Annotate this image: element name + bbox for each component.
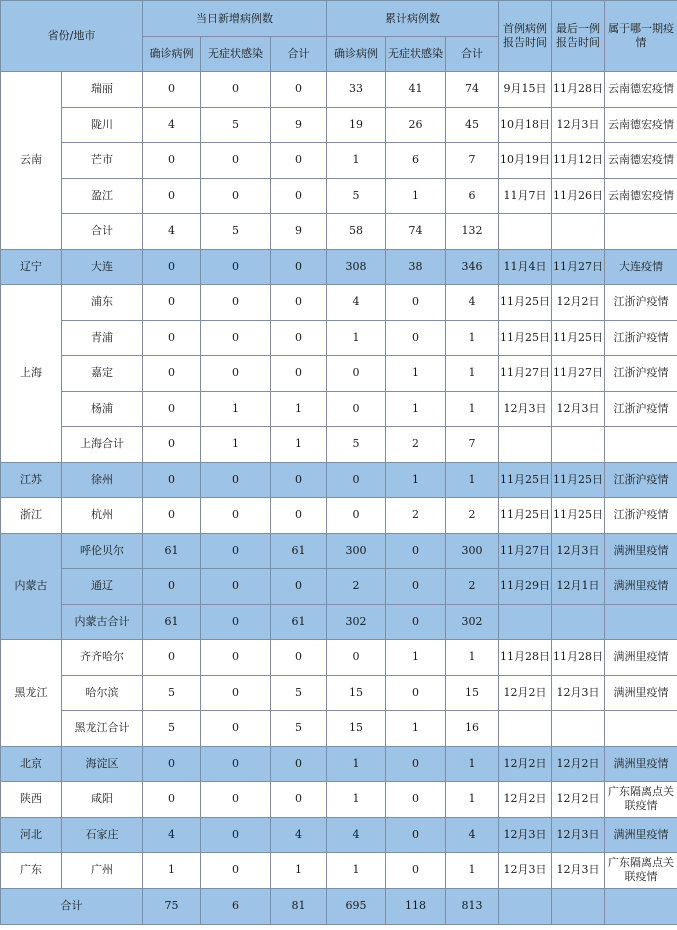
daily-asymptomatic-cell: 0 [201,675,271,711]
total-last-report-empty [552,888,605,924]
daily-asymptomatic-cell: 0 [201,462,271,498]
first-report-cell: 11月25日 [499,285,552,321]
daily-asymptomatic-cell: 5 [201,107,271,143]
daily-confirmed-cell: 5 [143,711,201,747]
table-row [1,178,677,214]
daily-asymptomatic-cell: 0 [201,285,271,321]
daily-confirmed-cell: 0 [143,427,201,463]
daily-total-cell: 1 [271,853,327,889]
outbreak-cell: 云南德宏疫情 [605,143,677,179]
cumulative-total-cell: 2 [446,498,499,534]
city-cell: 合计 [62,214,143,250]
first-report-cell [499,711,552,747]
cumulative-total-cell: 346 [446,249,499,285]
header-outbreak: 属于哪一期疫情 [605,1,677,72]
table-row [1,817,677,853]
city-cell: 芒市 [62,143,143,179]
daily-total-cell: 1 [271,427,327,463]
daily-confirmed-cell: 0 [143,746,201,782]
last-report-cell: 12月3日 [552,391,605,427]
cumulative-total-cell: 16 [446,711,499,747]
daily-total-cell: 9 [271,214,327,250]
outbreak-cell: 江浙沪疫情 [605,356,677,392]
daily-confirmed-cell: 61 [143,533,201,569]
daily-confirmed-cell: 0 [143,640,201,676]
first-report-cell: 12月2日 [499,675,552,711]
cumulative-asymptomatic-cell: 2 [386,427,446,463]
city-cell: 嘉定 [62,356,143,392]
last-report-cell: 12月3日 [552,107,605,143]
table-row [1,782,677,818]
cumulative-asymptomatic-cell: 2 [386,498,446,534]
last-report-cell: 11月25日 [552,498,605,534]
table-row [1,143,677,179]
outbreak-cell [605,711,677,747]
daily-confirmed-cell: 0 [143,143,201,179]
total-daily-total: 81 [271,888,327,924]
cumulative-total-cell: 74 [446,72,499,108]
city-cell: 黑龙江合计 [62,711,143,747]
first-report-cell: 9月15日 [499,72,552,108]
cumulative-confirmed-cell: 0 [327,498,386,534]
header-daily-total: 合计 [271,37,327,72]
cumulative-total-cell: 4 [446,285,499,321]
daily-confirmed-cell: 0 [143,249,201,285]
cumulative-total-cell: 7 [446,143,499,179]
province-cell: 浙江 [1,498,62,534]
daily-total-cell: 0 [271,746,327,782]
province-cell: 辽宁 [1,249,62,285]
daily-asymptomatic-cell: 0 [201,782,271,818]
header-cumulative-asymptomatic: 无症状感染 [386,37,446,72]
outbreak-cell: 广东隔离点关联疫情 [605,853,677,889]
daily-confirmed-cell: 0 [143,178,201,214]
daily-total-cell: 9 [271,107,327,143]
cumulative-confirmed-cell: 4 [327,285,386,321]
daily-asymptomatic-cell: 0 [201,853,271,889]
cumulative-total-cell: 302 [446,604,499,640]
cumulative-asymptomatic-cell: 0 [386,533,446,569]
first-report-cell: 11月4日 [499,249,552,285]
daily-asymptomatic-cell: 0 [201,746,271,782]
outbreak-cell: 满洲里疫情 [605,533,677,569]
daily-total-cell: 0 [271,178,327,214]
daily-asymptomatic-cell: 0 [201,249,271,285]
first-report-cell: 12月3日 [499,817,552,853]
daily-confirmed-cell: 4 [143,107,201,143]
last-report-cell: 12月2日 [552,746,605,782]
cumulative-asymptomatic-cell: 1 [386,640,446,676]
daily-total-cell: 1 [271,391,327,427]
cumulative-asymptomatic-cell: 1 [386,391,446,427]
city-cell: 海淀区 [62,746,143,782]
daily-total-cell: 0 [271,569,327,605]
first-report-cell: 11月29日 [499,569,552,605]
city-cell: 广州 [62,853,143,889]
daily-confirmed-cell: 4 [143,817,201,853]
header-province-city: 省份/地市 [1,1,143,72]
city-cell: 呼伦贝尔 [62,533,143,569]
province-cell: 广东 [1,853,62,889]
first-report-cell: 11月28日 [499,640,552,676]
first-report-cell [499,214,552,250]
city-cell: 石家庄 [62,817,143,853]
daily-total-cell: 61 [271,533,327,569]
province-cell: 黑龙江 [1,640,62,747]
daily-total-cell: 0 [271,285,327,321]
cumulative-asymptomatic-cell: 0 [386,320,446,356]
cumulative-asymptomatic-cell: 0 [386,782,446,818]
last-report-cell: 11月27日 [552,356,605,392]
last-report-cell: 12月3日 [552,853,605,889]
cumulative-total-cell: 300 [446,533,499,569]
outbreak-cell: 江浙沪疫情 [605,285,677,321]
first-report-cell: 12月3日 [499,853,552,889]
daily-asymptomatic-cell: 5 [201,214,271,250]
first-report-cell: 12月2日 [499,746,552,782]
cumulative-confirmed-cell: 15 [327,675,386,711]
cumulative-asymptomatic-cell: 38 [386,249,446,285]
outbreak-cell [605,427,677,463]
cumulative-asymptomatic-cell: 74 [386,214,446,250]
table-row [1,498,677,534]
daily-confirmed-cell: 0 [143,72,201,108]
cumulative-asymptomatic-cell: 6 [386,143,446,179]
cumulative-asymptomatic-cell: 0 [386,569,446,605]
cumulative-confirmed-cell: 302 [327,604,386,640]
outbreak-cell: 满洲里疫情 [605,817,677,853]
cumulative-confirmed-cell: 0 [327,356,386,392]
table-row [1,356,677,392]
city-cell: 上海合计 [62,427,143,463]
daily-confirmed-cell: 4 [143,214,201,250]
cumulative-asymptomatic-cell: 41 [386,72,446,108]
daily-asymptomatic-cell: 0 [201,533,271,569]
daily-asymptomatic-cell: 0 [201,356,271,392]
daily-asymptomatic-cell: 0 [201,604,271,640]
outbreak-cell: 云南德宏疫情 [605,178,677,214]
cumulative-total-cell: 1 [446,320,499,356]
table-row [1,533,677,569]
table-row [1,853,677,889]
city-cell: 青浦 [62,320,143,356]
daily-confirmed-cell: 0 [143,782,201,818]
table-row [1,462,677,498]
city-cell: 徐州 [62,462,143,498]
cumulative-asymptomatic-cell: 0 [386,817,446,853]
last-report-cell: 11月25日 [552,462,605,498]
last-report-cell [552,214,605,250]
cumulative-total-cell: 1 [446,462,499,498]
cumulative-confirmed-cell: 0 [327,640,386,676]
province-cell: 北京 [1,746,62,782]
cumulative-confirmed-cell: 308 [327,249,386,285]
outbreak-cell: 满洲里疫情 [605,640,677,676]
cumulative-total-cell: 4 [446,817,499,853]
first-report-cell: 12月2日 [499,782,552,818]
outbreak-cell: 大连疫情 [605,249,677,285]
daily-confirmed-cell: 0 [143,285,201,321]
last-report-cell: 12月1日 [552,569,605,605]
header-daily-group: 当日新增病例数 [143,1,327,37]
table-row [1,285,677,321]
last-report-cell: 12月3日 [552,675,605,711]
cumulative-confirmed-cell: 58 [327,214,386,250]
city-cell: 内蒙古合计 [62,604,143,640]
table-row [1,640,677,676]
daily-total-cell: 61 [271,604,327,640]
daily-total-cell: 0 [271,143,327,179]
province-cell: 云南 [1,72,62,250]
cumulative-confirmed-cell: 1 [327,746,386,782]
first-report-cell: 10月19日 [499,143,552,179]
cumulative-asymptomatic-cell: 1 [386,711,446,747]
cumulative-confirmed-cell: 33 [327,72,386,108]
outbreak-cell: 云南德宏疫情 [605,107,677,143]
table-row [1,391,677,427]
last-report-cell: 11月28日 [552,640,605,676]
daily-asymptomatic-cell: 0 [201,569,271,605]
daily-confirmed-cell: 61 [143,604,201,640]
daily-total-cell: 0 [271,782,327,818]
last-report-cell: 12月3日 [552,817,605,853]
province-cell: 上海 [1,285,62,463]
outbreak-cell: 满洲里疫情 [605,746,677,782]
first-report-cell: 11月25日 [499,462,552,498]
province-cell: 陕西 [1,782,62,818]
last-report-cell: 11月28日 [552,72,605,108]
table-body [1,72,677,925]
daily-total-cell: 5 [271,675,327,711]
daily-total-cell: 0 [271,320,327,356]
cumulative-total-cell: 6 [446,178,499,214]
city-cell: 瑞丽 [62,72,143,108]
header-first-report: 首例病例报告时间 [499,1,552,72]
total-cumulative-confirmed: 695 [327,888,386,924]
cumulative-asymptomatic-cell: 0 [386,746,446,782]
last-report-cell: 12月2日 [552,782,605,818]
cumulative-asymptomatic-cell: 0 [386,285,446,321]
cumulative-confirmed-cell: 300 [327,533,386,569]
grand-total-label: 合计 [1,888,143,924]
cumulative-total-cell: 45 [446,107,499,143]
outbreak-cell: 江浙沪疫情 [605,498,677,534]
last-report-cell: 11月25日 [552,320,605,356]
city-cell: 陇川 [62,107,143,143]
outbreak-cell: 满洲里疫情 [605,675,677,711]
daily-asymptomatic-cell: 0 [201,817,271,853]
cumulative-confirmed-cell: 2 [327,569,386,605]
header-cumulative-group: 累计病例数 [327,1,499,37]
cumulative-asymptomatic-cell: 26 [386,107,446,143]
daily-total-cell: 0 [271,356,327,392]
cumulative-confirmed-cell: 1 [327,143,386,179]
outbreak-cell: 江浙沪疫情 [605,462,677,498]
last-report-cell [552,604,605,640]
last-report-cell: 11月26日 [552,178,605,214]
grand-total-row [1,888,677,924]
table-row [1,72,677,108]
header-last-report: 最后一例报告时间 [552,1,605,72]
city-cell: 通辽 [62,569,143,605]
cumulative-asymptomatic-cell: 1 [386,178,446,214]
daily-asymptomatic-cell: 0 [201,640,271,676]
subtotal-row [1,214,677,250]
table-row [1,249,677,285]
total-daily-asymptomatic: 6 [201,888,271,924]
first-report-cell: 11月27日 [499,356,552,392]
cumulative-confirmed-cell: 5 [327,178,386,214]
subtotal-row [1,604,677,640]
city-cell: 哈尔滨 [62,675,143,711]
table-row [1,569,677,605]
outbreak-cell: 满洲里疫情 [605,569,677,605]
outbreak-cell [605,604,677,640]
cumulative-confirmed-cell: 5 [327,427,386,463]
daily-asymptomatic-cell: 0 [201,498,271,534]
first-report-cell: 12月3日 [499,391,552,427]
outbreak-cell: 广东隔离点关联疫情 [605,782,677,818]
cumulative-total-cell: 1 [446,391,499,427]
cumulative-asymptomatic-cell: 0 [386,604,446,640]
daily-confirmed-cell: 0 [143,391,201,427]
last-report-cell: 12月3日 [552,533,605,569]
cumulative-confirmed-cell: 19 [327,107,386,143]
cumulative-total-cell: 1 [446,782,499,818]
total-outbreak-empty [605,888,677,924]
daily-asymptomatic-cell: 0 [201,320,271,356]
first-report-cell: 11月25日 [499,320,552,356]
daily-total-cell: 4 [271,817,327,853]
cumulative-confirmed-cell: 0 [327,391,386,427]
daily-confirmed-cell: 0 [143,320,201,356]
cumulative-total-cell: 132 [446,214,499,250]
cumulative-total-cell: 1 [446,640,499,676]
cumulative-confirmed-cell: 1 [327,320,386,356]
subtotal-row [1,711,677,747]
daily-confirmed-cell: 1 [143,853,201,889]
daily-confirmed-cell: 0 [143,356,201,392]
cumulative-asymptomatic-cell: 1 [386,356,446,392]
table-row [1,320,677,356]
cumulative-total-cell: 1 [446,853,499,889]
total-cumulative-total: 813 [446,888,499,924]
table-row [1,746,677,782]
cumulative-total-cell: 1 [446,746,499,782]
outbreak-cell: 江浙沪疫情 [605,320,677,356]
cumulative-confirmed-cell: 15 [327,711,386,747]
cumulative-total-cell: 7 [446,427,499,463]
outbreak-cell [605,214,677,250]
daily-asymptomatic-cell: 0 [201,711,271,747]
daily-total-cell: 0 [271,462,327,498]
daily-total-cell: 5 [271,711,327,747]
city-cell: 浦东 [62,285,143,321]
daily-asymptomatic-cell: 1 [201,427,271,463]
city-cell: 大连 [62,249,143,285]
daily-asymptomatic-cell: 0 [201,178,271,214]
outbreak-cell: 江浙沪疫情 [605,391,677,427]
total-daily-confirmed: 75 [143,888,201,924]
city-cell: 盈江 [62,178,143,214]
city-cell: 咸阳 [62,782,143,818]
last-report-cell: 11月27日 [552,249,605,285]
cumulative-asymptomatic-cell: 0 [386,675,446,711]
daily-total-cell: 0 [271,249,327,285]
last-report-cell: 11月12日 [552,143,605,179]
cumulative-confirmed-cell: 1 [327,782,386,818]
header-daily-confirmed: 确诊病例 [143,37,201,72]
first-report-cell: 10月18日 [499,107,552,143]
city-cell: 杨浦 [62,391,143,427]
cumulative-asymptomatic-cell: 1 [386,462,446,498]
province-cell: 河北 [1,817,62,853]
province-cell: 内蒙古 [1,533,62,640]
cumulative-confirmed-cell: 0 [327,462,386,498]
table-row [1,107,677,143]
daily-asymptomatic-cell: 1 [201,391,271,427]
daily-confirmed-cell: 0 [143,462,201,498]
last-report-cell: 12月2日 [552,285,605,321]
first-report-cell [499,604,552,640]
header-cumulative-confirmed: 确诊病例 [327,37,386,72]
total-first-report-empty [499,888,552,924]
cumulative-confirmed-cell: 1 [327,853,386,889]
outbreak-cell: 云南德宏疫情 [605,72,677,108]
table-row [1,675,677,711]
cumulative-asymptomatic-cell: 0 [386,853,446,889]
first-report-cell [499,427,552,463]
first-report-cell: 11月27日 [499,533,552,569]
city-cell: 杭州 [62,498,143,534]
daily-confirmed-cell: 0 [143,498,201,534]
city-cell: 齐齐哈尔 [62,640,143,676]
province-cell: 江苏 [1,462,62,498]
header-daily-asymptomatic: 无症状感染 [201,37,271,72]
daily-asymptomatic-cell: 0 [201,143,271,179]
daily-confirmed-cell: 0 [143,569,201,605]
first-report-cell: 11月7日 [499,178,552,214]
daily-total-cell: 0 [271,72,327,108]
cumulative-total-cell: 15 [446,675,499,711]
daily-asymptomatic-cell: 0 [201,72,271,108]
header-cumulative-total: 合计 [446,37,499,72]
cumulative-total-cell: 1 [446,356,499,392]
subtotal-row [1,427,677,463]
daily-total-cell: 0 [271,640,327,676]
total-cumulative-asymptomatic: 118 [386,888,446,924]
last-report-cell [552,427,605,463]
daily-confirmed-cell: 5 [143,675,201,711]
first-report-cell: 11月25日 [499,498,552,534]
cumulative-confirmed-cell: 4 [327,817,386,853]
cumulative-total-cell: 2 [446,569,499,605]
daily-total-cell: 0 [271,498,327,534]
table-header [1,1,677,72]
last-report-cell [552,711,605,747]
